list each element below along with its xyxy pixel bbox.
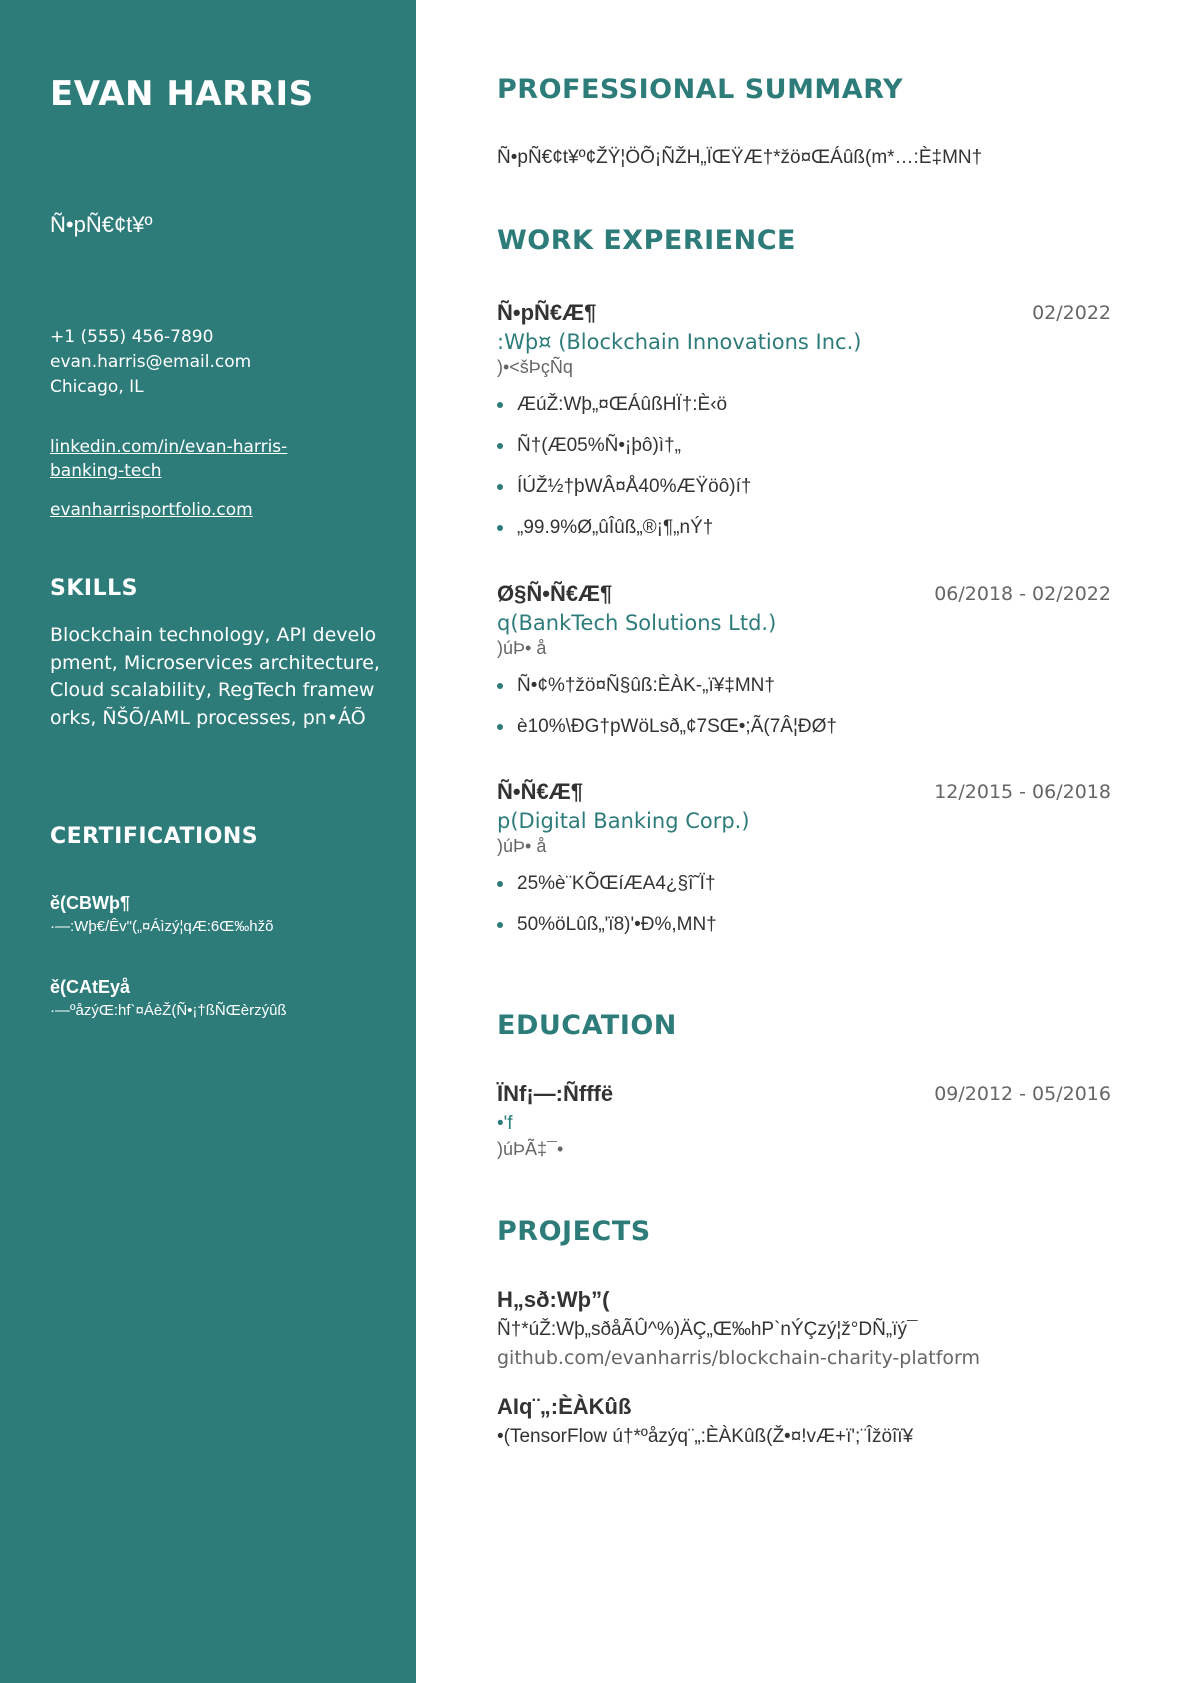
list-item bbox=[497, 716, 1111, 738]
email-address: evan.harris@email.com bbox=[50, 352, 252, 372]
certifications-heading: CERTIFICATIONS bbox=[50, 824, 259, 849]
bullet-text: ÆúŽ:Wþ„¤ŒÁûßHÏ†:È‹ö bbox=[517, 394, 728, 415]
bullet-text: „99.9%Ø„ûÎûß„®¡¶„nÝ† bbox=[517, 517, 714, 538]
education-entry bbox=[497, 1081, 1111, 1160]
bullet-dot-icon bbox=[497, 525, 503, 531]
list-item bbox=[497, 675, 1111, 697]
job-entry bbox=[497, 300, 1111, 558]
job-company: p(Digital Banking Corp.) bbox=[497, 809, 750, 833]
job-title: Ø§Ñ•Ñ€Æ¶ bbox=[497, 581, 613, 606]
candidate-name: EVAN HARRIS bbox=[50, 74, 314, 114]
summary-heading: PROFESSIONAL SUMMARY bbox=[497, 74, 904, 105]
project-link[interactable]: github.com/evanharris/blockchain-charity-platform bbox=[497, 1347, 981, 1369]
candidate-headline: Ñ•pÑ€¢t¥º bbox=[50, 212, 153, 237]
phone-number: +1 (555) 456-7890 bbox=[50, 327, 214, 347]
project-description: •(TensorFlow ú†*ºåzýq¨„:ÈÀKûß(Ž•¤!vÆ+ï';¨Îžöîï¥ bbox=[497, 1426, 914, 1447]
project-entry bbox=[497, 1287, 1111, 1369]
location: Chicago, IL bbox=[50, 377, 144, 397]
job-company: :Wþ¤ (Blockchain Innovations Inc.) bbox=[497, 330, 862, 354]
projects-heading: PROJECTS bbox=[497, 1216, 651, 1247]
list-item bbox=[497, 517, 1111, 539]
skills-heading: SKILLS bbox=[50, 576, 138, 601]
education-degree: ÏNf¡—:Ñfffë bbox=[497, 1081, 614, 1106]
project-title: AIq¨„:ÈÀKûß bbox=[497, 1394, 632, 1419]
job-title: Ñ•pÑ€Æ¶ bbox=[497, 300, 597, 325]
job-date: 02/2022 bbox=[1032, 302, 1111, 324]
bullet-dot-icon bbox=[497, 922, 503, 928]
bullet-dot-icon bbox=[497, 724, 503, 730]
job-date: 12/2015 - 06/2018 bbox=[934, 781, 1111, 803]
job-date: 06/2018 - 02/2022 bbox=[934, 583, 1111, 605]
job-bullets bbox=[497, 394, 1111, 539]
education-school: •'f bbox=[497, 1113, 513, 1134]
job-location: )•<šÞçÑq bbox=[497, 357, 573, 377]
job-entry bbox=[497, 581, 1111, 757]
job-bullets bbox=[497, 873, 1111, 936]
bullet-dot-icon bbox=[497, 402, 503, 408]
bullet-dot-icon bbox=[497, 443, 503, 449]
linkedin-link[interactable]: linkedin.com/in/evan-harris-banking-tech bbox=[50, 437, 288, 481]
bullet-text: è10%\ÐG†pWöLsð„¢7SŒ•;Ã(7Â¦ÐØ† bbox=[517, 716, 837, 737]
job-bullets bbox=[497, 675, 1111, 738]
certification-detail: ·—:Wþ€/Êv"(„¤Áìzý¦qÆ:6Œ‰hžõ bbox=[50, 918, 274, 935]
list-item bbox=[497, 914, 1111, 936]
list-item bbox=[497, 435, 1111, 457]
summary-text: Ñ•pÑ€¢t¥º¢ŽŸ¦ÖÕ¡ÑŽH„ÏŒŸÆ†*žö¤ŒÁûß(m*…:È‡MN† bbox=[497, 147, 983, 168]
list-item bbox=[497, 873, 1111, 895]
certification-item bbox=[50, 977, 287, 1019]
skills-list: Blockchain technology, API development, Microservices architecture, Cloud scalability, RegTech frameworks, ÑŠÕ/AML processes, pn•ÁÕ bbox=[50, 624, 380, 729]
certification-name: ě(CBWþ¶ bbox=[50, 893, 130, 913]
project-title: H„sð:Wþ”( bbox=[497, 1287, 610, 1312]
job-location: )úÞ• å bbox=[497, 638, 547, 658]
project-entry bbox=[497, 1394, 1111, 1448]
bullet-text: 50%öLûß„'ï8)'•Ð%,MN† bbox=[517, 914, 717, 935]
bullet-dot-icon bbox=[497, 881, 503, 887]
bullet-text: 25%è¨KÕŒíÆA4¿§î˜Ï† bbox=[517, 873, 716, 894]
sidebar bbox=[0, 0, 416, 1683]
education-location: )úÞÃ‡¯• bbox=[497, 1139, 564, 1159]
bullet-text: ÍÚŽ½†þWÂ¤Å40%ÆŸöô)í† bbox=[517, 476, 752, 497]
education-date: 09/2012 - 05/2016 bbox=[934, 1083, 1111, 1105]
job-title: Ñ•Ñ€Æ¶ bbox=[497, 779, 583, 804]
certification-detail: ·—ºåzýŒ:hf`¤ÁèŽ(Ñ•¡†ßÑŒèrzýûß bbox=[50, 1002, 287, 1019]
job-entry bbox=[497, 779, 1111, 955]
job-company: q(BankTech Solutions Ltd.) bbox=[497, 611, 777, 635]
list-item bbox=[497, 394, 1111, 416]
bullet-text: Ñ•¢%†žö¤Ñ§ûß:ÈÀK-„ï¥‡MN† bbox=[517, 675, 775, 696]
main-content bbox=[497, 0, 1111, 1683]
bullet-dot-icon bbox=[497, 683, 503, 689]
education-heading: EDUCATION bbox=[497, 1010, 677, 1041]
experience-heading: WORK EXPERIENCE bbox=[497, 225, 796, 256]
job-location: )úÞ• å bbox=[497, 836, 547, 856]
portfolio-link[interactable]: evanharrisportfolio.com bbox=[50, 500, 253, 520]
bullet-dot-icon bbox=[497, 484, 503, 490]
list-item bbox=[497, 476, 1111, 498]
bullet-text: Ñ†(Æ05%Ñ•¡þô)ì†„ bbox=[517, 435, 681, 456]
certification-name: ě(CAtEyå bbox=[50, 977, 131, 997]
contact-info bbox=[50, 325, 251, 400]
profile-links bbox=[50, 435, 350, 522]
project-description: Ñ†*úŽ:Wþ„sðåÃÛ^%)ÄÇ„Œ‰hP`nÝÇzý¦ž°DÑ„ïý¯ bbox=[497, 1319, 918, 1340]
certification-item bbox=[50, 893, 273, 935]
